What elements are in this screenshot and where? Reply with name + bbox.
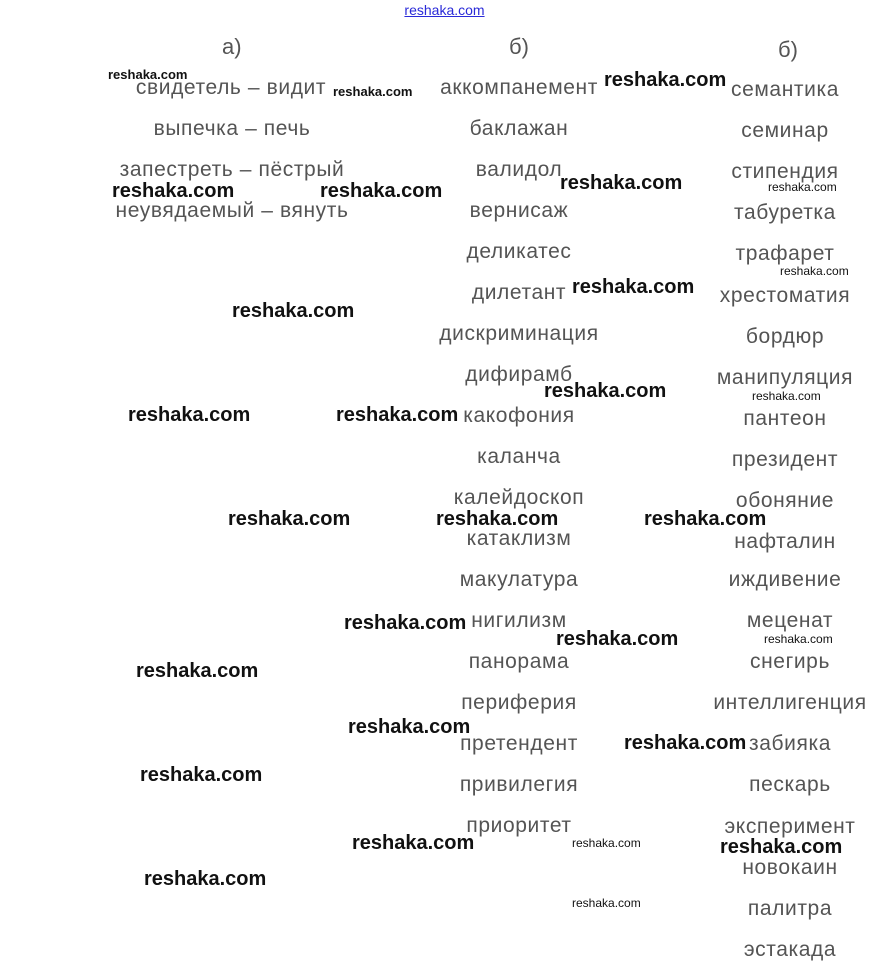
watermark: reshaka.com [780, 264, 849, 278]
word-item: вернисаж [469, 199, 569, 222]
word-item: претендент [460, 732, 578, 755]
watermark: reshaka.com [232, 300, 355, 322]
word-item: пантеон [743, 407, 827, 430]
watermark: reshaka.com [336, 404, 459, 426]
word-item: макулатура [459, 568, 579, 591]
word-item: снегирь [750, 650, 830, 673]
word-item: стипендия [731, 160, 839, 183]
word-item: пескарь [749, 773, 831, 796]
watermark: reshaka.com [136, 660, 259, 682]
word-item: эксперимент [724, 815, 856, 838]
word-item: семинар [741, 119, 829, 142]
column-a-heading: а) [222, 34, 242, 59]
word-item: новокаин [742, 856, 838, 879]
word-pair: неувядаемый – вянуть [115, 199, 349, 222]
word-item: деликатес [466, 240, 572, 263]
word-item: палитра [747, 897, 833, 920]
watermark: reshaka.com [644, 508, 767, 530]
watermark: reshaka.com [348, 716, 471, 738]
word-pair: свидетель – видит [135, 76, 327, 99]
watermark: reshaka.com [768, 180, 837, 194]
watermark: reshaka.com [764, 632, 833, 646]
word-item: аккомпанемент [440, 76, 598, 99]
word-item: табуретка [734, 201, 836, 224]
word-item: манипуляция [716, 366, 854, 389]
word-item: забияка [749, 732, 831, 755]
word-item: президент [731, 448, 839, 471]
watermark: reshaka.com [333, 84, 413, 99]
watermark: reshaka.com [544, 380, 667, 402]
watermark: reshaka.com [572, 276, 695, 298]
watermark: reshaka.com [572, 896, 641, 910]
column-b-heading: б) [509, 34, 529, 59]
word-item: баклажан [469, 117, 569, 140]
word-item: хрестоматия [719, 284, 851, 307]
word-item: дифирамб [465, 363, 573, 386]
word-item: дискриминация [439, 322, 599, 345]
watermark: reshaka.com [720, 836, 843, 858]
site-link[interactable]: reshaka.com [404, 2, 485, 18]
word-item: валидол [475, 158, 563, 181]
watermark: reshaka.com [140, 764, 263, 786]
word-item: калейдоскоп [453, 486, 585, 509]
watermark: reshaka.com [344, 612, 467, 634]
word-item: дилетант [471, 281, 567, 304]
word-item: нафталин [734, 530, 836, 553]
word-item: бордюр [745, 325, 825, 348]
word-pair: запестреть – пёстрый [119, 158, 345, 181]
word-item: привилегия [459, 773, 579, 796]
word-item: нигилизм [471, 609, 567, 632]
watermark: reshaka.com [108, 67, 188, 82]
word-item: приоритет [466, 814, 572, 837]
watermark: reshaka.com [228, 508, 351, 530]
word-item: каланча [477, 445, 561, 468]
word-item: меценат [746, 609, 834, 632]
watermark: reshaka.com [436, 508, 559, 530]
watermark: reshaka.com [144, 868, 267, 890]
word-item: семантика [731, 78, 839, 101]
word-item: эстакада [743, 938, 837, 961]
word-item: какофония [463, 404, 575, 427]
watermark: reshaka.com [752, 389, 821, 403]
word-pair: выпечка – печь [153, 117, 311, 140]
watermark: reshaka.com [604, 69, 727, 91]
word-item: иждивение [728, 568, 842, 591]
watermark: reshaka.com [560, 172, 683, 194]
watermark: reshaka.com [320, 180, 443, 202]
watermark: reshaka.com [624, 732, 747, 754]
watermark: reshaka.com [128, 404, 251, 426]
word-item: периферия [461, 691, 577, 714]
word-item: интеллигенция [713, 691, 867, 714]
watermark: reshaka.com [572, 836, 641, 850]
word-item: катаклизм [466, 527, 572, 550]
watermark: reshaka.com [112, 180, 235, 202]
column-c-heading: б) [778, 37, 798, 62]
word-item: панорама [468, 650, 570, 673]
word-item: обоняние [735, 489, 835, 512]
watermark: reshaka.com [352, 832, 475, 854]
watermark: reshaka.com [556, 628, 679, 650]
word-item: трафарет [735, 242, 835, 265]
